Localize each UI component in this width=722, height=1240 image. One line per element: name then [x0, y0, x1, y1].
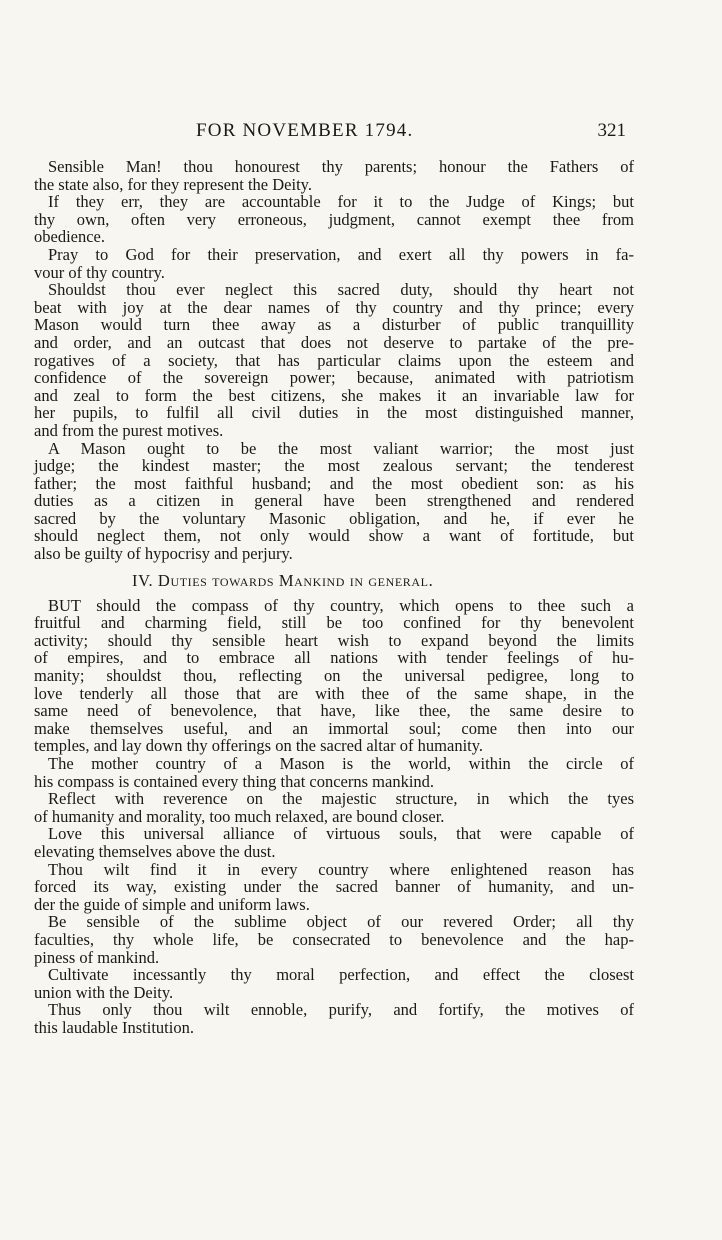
text-line: of empires, and to embrace all nations with tender feelings of hu- [34, 648, 634, 668]
text-line: temples, and lay down thy offerings on the sacred altar of humanity. [34, 736, 484, 756]
text-line: his compass is contained every thing that concerns mankind. [34, 771, 435, 791]
text-line: BUT should the compass of thy country, which opens to thee such a [48, 595, 634, 615]
running-head: FOR NOVEMBER 1794. [196, 120, 414, 141]
text-line: der the guide of simple and uniform laws. [34, 894, 310, 914]
text-line: thy own, often very erroneous, judgment, cannot exempt thee from [34, 209, 634, 229]
text-line: Sensible Man! thou honourest thy parents; honour the Fathers of [48, 157, 634, 176]
text-line: the state also, for they represent the Deity. [34, 174, 312, 194]
text-line: Be sensible of the sublime object of our revered Order; all thy [48, 912, 634, 932]
text-line: this laudable Institution. [34, 1017, 194, 1037]
text-line: rogatives of a society, that has particular claims upon the esteem and [34, 350, 634, 370]
text-line: should neglect them, not only would show a want of fortitude, but [34, 526, 634, 546]
page-header [34, 118, 634, 158]
text-line: duties as a citizen in general have been strengthened and rendered [34, 491, 634, 511]
text-line: her pupils, to fulfil all civil duties in the most distinguished manner, [34, 403, 634, 423]
text-line: elevating themselves above the dust. [34, 841, 276, 861]
text-block-duties-to-mankind [34, 597, 634, 1037]
text-line: father; the most faithful husband; and the most obedient son: as his [34, 473, 634, 493]
text-block-duties-to-state [34, 158, 634, 563]
text-line: fruitful and charming field, still be too confined for thy benevolent [34, 613, 634, 633]
text-line: vour of thy country. [34, 262, 165, 282]
text-line: Shouldst thou ever neglect this sacred duty, should thy heart not [48, 280, 634, 300]
text-line: also be guilty of hypocrisy and perjury. [34, 544, 293, 564]
text-line: confidence of the sovereign power; because, animated with patriotism [34, 368, 634, 388]
text-line: make themselves useful, and an immortal soul; come then into our [34, 718, 634, 738]
text-line: judge; the kindest master; the most zealous servant; the tenderest [34, 456, 634, 476]
text-line: Love this universal alliance of virtuous souls, that were capable of [48, 824, 634, 844]
text-line: and zeal to form the best citizens, she makes it an invariable law for [34, 385, 634, 405]
text-line: The mother country of a Mason is the world, within the circle of [48, 754, 634, 773]
text-line: manity; shouldst thou, reflecting on the universal pedigree, long to [34, 666, 634, 686]
text-line: Thou wilt find it in every country where enlightened reason has [48, 859, 634, 879]
document-page [34, 118, 634, 1037]
text-line: of humanity and morality, too much relaxed, are bound closer. [34, 806, 445, 826]
text-line: beat with joy at the dear names of thy country and thy prince; every [34, 297, 634, 317]
text-line: sacred by the voluntary Masonic obligation, and he, if ever he [34, 508, 634, 528]
text-line: Reflect with reverence on the majestic structure, in which the tyes [48, 789, 634, 809]
text-line: piness of mankind. [34, 947, 160, 967]
text-line: obedience. [34, 227, 106, 247]
text-line: union with the Deity. [34, 982, 174, 1002]
text-line: and from the purest motives. [34, 420, 224, 440]
text-line: Thus only thou wilt ennoble, purify, and fortify, the motives of [48, 1000, 634, 1020]
text-line: love tenderly all those that are with thee of the same shape, in the [34, 683, 634, 703]
text-line: faculties, thy whole life, be consecrated to benevolence and the hap- [34, 929, 634, 949]
text-line: Mason would turn thee away as a disturber of public tranquillity [34, 315, 634, 335]
text-line: A Mason ought to be the most valiant warrior; the most just [48, 438, 634, 458]
text-line: Pray to God for their preservation, and exert all thy powers in fa- [48, 244, 634, 264]
section-heading: IV. Duties towards Mankind in general. [132, 570, 434, 590]
text-line: forced its way, existing under the sacred banner of humanity, and un- [34, 877, 634, 897]
text-line: same need of benevolence, that have, like thee, the same desire to [34, 701, 634, 721]
text-line: Cultivate incessantly thy moral perfection, and effect the closest [48, 965, 634, 985]
page-number: 321 [597, 120, 626, 141]
text-line: activity; should thy sensible heart wish to expand beyond the limits [34, 630, 634, 650]
text-line: If they err, they are accountable for it to the Judge of Kings; but [48, 192, 634, 212]
text-line: and order, and an outcast that does not deserve to partake of the pre- [34, 332, 634, 352]
